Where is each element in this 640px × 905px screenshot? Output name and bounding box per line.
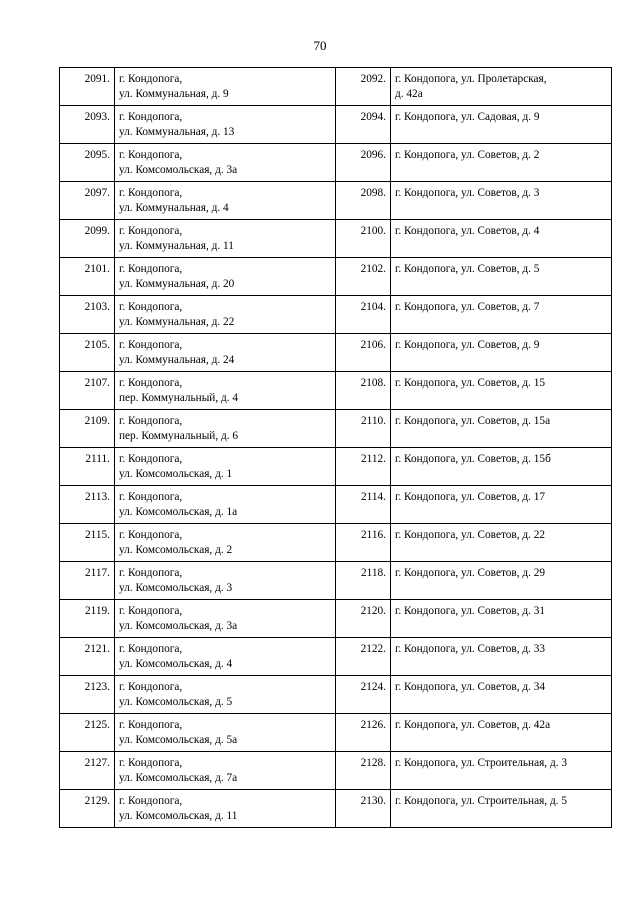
address-line: ул. Комсомольская, д. 2 xyxy=(119,544,233,556)
address-line: г. Кондопога, xyxy=(119,339,183,351)
entry-address xyxy=(115,334,336,372)
entry-address xyxy=(391,714,612,752)
address-line: г. Кондопога, ул. Советов, д. 33 xyxy=(395,643,546,655)
entry-number: 2125. xyxy=(60,714,115,752)
entry-number: 2109. xyxy=(60,410,115,448)
address-line: г. Кондопога, xyxy=(119,377,183,389)
entry-address xyxy=(391,752,612,790)
address-table-body xyxy=(60,68,612,828)
entry-address xyxy=(391,334,612,372)
address-line: пер. Коммунальный, д. 4 xyxy=(119,392,239,404)
entry-address xyxy=(391,220,612,258)
address-line: г. Кондопога, xyxy=(119,225,183,237)
table-row xyxy=(60,106,612,144)
entry-number: 2128. xyxy=(336,752,391,790)
page-number: 70 xyxy=(313,38,327,53)
address-line: г. Кондопога, ул. Советов, д. 22 xyxy=(395,529,546,541)
address-table xyxy=(59,67,612,828)
address-line: г. Кондопога, xyxy=(119,415,183,427)
entry-address xyxy=(391,524,612,562)
address-line: ул. Коммунальная, д. 11 xyxy=(119,240,234,252)
entry-number: 2106. xyxy=(336,334,391,372)
address-line: ул. Комсомольская, д. 3а xyxy=(119,620,238,632)
entry-address xyxy=(115,600,336,638)
entry-number: 2104. xyxy=(336,296,391,334)
table-row xyxy=(60,676,612,714)
entry-address xyxy=(391,562,612,600)
table-row xyxy=(60,486,612,524)
entry-number: 2100. xyxy=(336,220,391,258)
address-line: г. Кондопога, ул. Советов, д. 15б xyxy=(395,453,551,465)
entry-address xyxy=(115,486,336,524)
entry-address xyxy=(391,410,612,448)
table-row xyxy=(60,790,612,828)
table-row xyxy=(60,68,612,106)
entry-number: 2119. xyxy=(60,600,115,638)
entry-address xyxy=(391,258,612,296)
entry-address xyxy=(391,144,612,182)
entry-address xyxy=(115,410,336,448)
table-row xyxy=(60,296,612,334)
entry-number: 2093. xyxy=(60,106,115,144)
table-row xyxy=(60,600,612,638)
entry-address xyxy=(391,486,612,524)
entry-address xyxy=(391,68,612,106)
address-line: г. Кондопога, xyxy=(119,567,183,579)
entry-number: 2099. xyxy=(60,220,115,258)
address-line: г. Кондопога, ул. Советов, д. 29 xyxy=(395,567,546,579)
address-line: г. Кондопога, ул. Советов, д. 7 xyxy=(395,301,540,313)
table-row xyxy=(60,714,612,752)
entry-address xyxy=(115,790,336,828)
entry-number: 2129. xyxy=(60,790,115,828)
address-line: г. Кондопога, xyxy=(119,795,183,807)
address-line: ул. Комсомольская, д. 3 xyxy=(119,582,233,594)
entry-address xyxy=(115,372,336,410)
address-line: пер. Коммунальный, д. 6 xyxy=(119,430,239,442)
address-line: ул. Коммунальная, д. 20 xyxy=(119,278,235,290)
table-row xyxy=(60,144,612,182)
entry-number: 2110. xyxy=(336,410,391,448)
address-line: г. Кондопога, xyxy=(119,643,183,655)
entry-address xyxy=(115,714,336,752)
entry-address xyxy=(115,562,336,600)
address-line: г. Кондопога, xyxy=(119,681,183,693)
entry-number: 2117. xyxy=(60,562,115,600)
address-line: г. Кондопога, ул. Советов, д. 4 xyxy=(395,225,540,237)
entry-address xyxy=(115,258,336,296)
address-line: ул. Комсомольская, д. 1 xyxy=(119,468,233,480)
address-line: г. Кондопога, ул. Советов, д. 15а xyxy=(395,415,551,427)
address-line: ул. Комсомольская, д. 7а xyxy=(119,772,238,784)
address-line: г. Кондопога, xyxy=(119,73,183,85)
address-line: г. Кондопога, xyxy=(119,605,183,617)
address-line: г. Кондопога, xyxy=(119,757,183,769)
entry-number: 2111. xyxy=(60,448,115,486)
address-line: г. Кондопога, ул. Садовая, д. 9 xyxy=(395,111,540,123)
address-line: г. Кондопога, ул. Строительная, д. 3 xyxy=(395,757,567,769)
address-line: г. Кондопога, ул. Советов, д. 31 xyxy=(395,605,546,617)
address-line: ул. Коммунальная, д. 13 xyxy=(119,126,235,138)
entry-address xyxy=(115,524,336,562)
entry-number: 2115. xyxy=(60,524,115,562)
entry-number: 2101. xyxy=(60,258,115,296)
address-line: г. Кондопога, ул. Советов, д. 15 xyxy=(395,377,546,389)
entry-address xyxy=(391,638,612,676)
entry-address xyxy=(391,106,612,144)
entry-address xyxy=(115,296,336,334)
address-line: г. Кондопога, xyxy=(119,149,183,161)
address-line: г. Кондопога, xyxy=(119,491,183,503)
address-line: г. Кондопога, xyxy=(119,719,183,731)
address-line: г. Кондопога, ул. Советов, д. 42а xyxy=(395,719,551,731)
entry-address xyxy=(391,676,612,714)
address-line: г. Кондопога, xyxy=(119,301,183,313)
entry-number: 2103. xyxy=(60,296,115,334)
entry-number: 2094. xyxy=(336,106,391,144)
table-row xyxy=(60,524,612,562)
table-row xyxy=(60,334,612,372)
entry-number: 2121. xyxy=(60,638,115,676)
entry-address xyxy=(115,220,336,258)
address-line: г. Кондопога, xyxy=(119,111,183,123)
entry-number: 2105. xyxy=(60,334,115,372)
entry-number: 2130. xyxy=(336,790,391,828)
entry-address xyxy=(391,372,612,410)
entry-number: 2116. xyxy=(336,524,391,562)
table-row xyxy=(60,372,612,410)
entry-number: 2091. xyxy=(60,68,115,106)
table-row xyxy=(60,220,612,258)
entry-address xyxy=(391,182,612,220)
entry-number: 2118. xyxy=(336,562,391,600)
address-line: д. 42а xyxy=(395,88,423,100)
address-line: г. Кондопога, xyxy=(119,263,183,275)
address-line: г. Кондопога, ул. Советов, д. 17 xyxy=(395,491,546,503)
address-line: г. Кондопога, ул. Строительная, д. 5 xyxy=(395,795,567,807)
entry-number: 2108. xyxy=(336,372,391,410)
entry-number: 2127. xyxy=(60,752,115,790)
entry-address xyxy=(115,144,336,182)
entry-number: 2097. xyxy=(60,182,115,220)
address-line: ул. Коммунальная, д. 22 xyxy=(119,316,235,328)
address-line: ул. Коммунальная, д. 9 xyxy=(119,88,229,100)
address-line: ул. Комсомольская, д. 4 xyxy=(119,658,233,670)
entry-address xyxy=(115,106,336,144)
entry-address xyxy=(115,638,336,676)
address-line: г. Кондопога, ул. Советов, д. 3 xyxy=(395,187,540,199)
address-line: г. Кондопога, ул. Советов, д. 9 xyxy=(395,339,540,351)
entry-number: 2120. xyxy=(336,600,391,638)
address-line: ул. Коммунальная, д. 4 xyxy=(119,202,229,214)
address-line: ул. Комсомольская, д. 11 xyxy=(119,810,238,822)
entry-number: 2102. xyxy=(336,258,391,296)
entry-number: 2095. xyxy=(60,144,115,182)
entry-number: 2123. xyxy=(60,676,115,714)
entry-address xyxy=(115,676,336,714)
entry-number: 2098. xyxy=(336,182,391,220)
entry-address xyxy=(115,68,336,106)
table-row xyxy=(60,258,612,296)
address-line: ул. Комсомольская, д. 5а xyxy=(119,734,238,746)
entry-number: 2112. xyxy=(336,448,391,486)
address-line: ул. Коммунальная, д. 24 xyxy=(119,354,235,366)
table-row xyxy=(60,410,612,448)
address-line: г. Кондопога, ул. Советов, д. 2 xyxy=(395,149,540,161)
table-row xyxy=(60,182,612,220)
entry-number: 2107. xyxy=(60,372,115,410)
address-line: ул. Комсомольская, д. 3а xyxy=(119,164,238,176)
entry-number: 2092. xyxy=(336,68,391,106)
entry-number: 2124. xyxy=(336,676,391,714)
entry-address xyxy=(391,600,612,638)
address-line: ул. Комсомольская, д. 5 xyxy=(119,696,233,708)
address-line: г. Кондопога, xyxy=(119,187,183,199)
address-line: ул. Комсомольская, д. 1а xyxy=(119,506,238,518)
address-line: г. Кондопога, xyxy=(119,453,183,465)
table-row xyxy=(60,448,612,486)
table-row xyxy=(60,752,612,790)
table-row xyxy=(60,562,612,600)
entry-number: 2096. xyxy=(336,144,391,182)
entry-address xyxy=(391,790,612,828)
address-line: г. Кондопога, ул. Советов, д. 5 xyxy=(395,263,540,275)
entry-address xyxy=(391,448,612,486)
address-line: г. Кондопога, ул. Пролетарская, xyxy=(395,73,547,85)
table-row xyxy=(60,638,612,676)
entry-address xyxy=(115,448,336,486)
entry-address xyxy=(115,752,336,790)
entry-number: 2114. xyxy=(336,486,391,524)
entry-number: 2122. xyxy=(336,638,391,676)
address-line: г. Кондопога, ул. Советов, д. 34 xyxy=(395,681,546,693)
entry-address xyxy=(391,296,612,334)
entry-number: 2113. xyxy=(60,486,115,524)
entry-address xyxy=(115,182,336,220)
address-line: г. Кондопога, xyxy=(119,529,183,541)
entry-number: 2126. xyxy=(336,714,391,752)
